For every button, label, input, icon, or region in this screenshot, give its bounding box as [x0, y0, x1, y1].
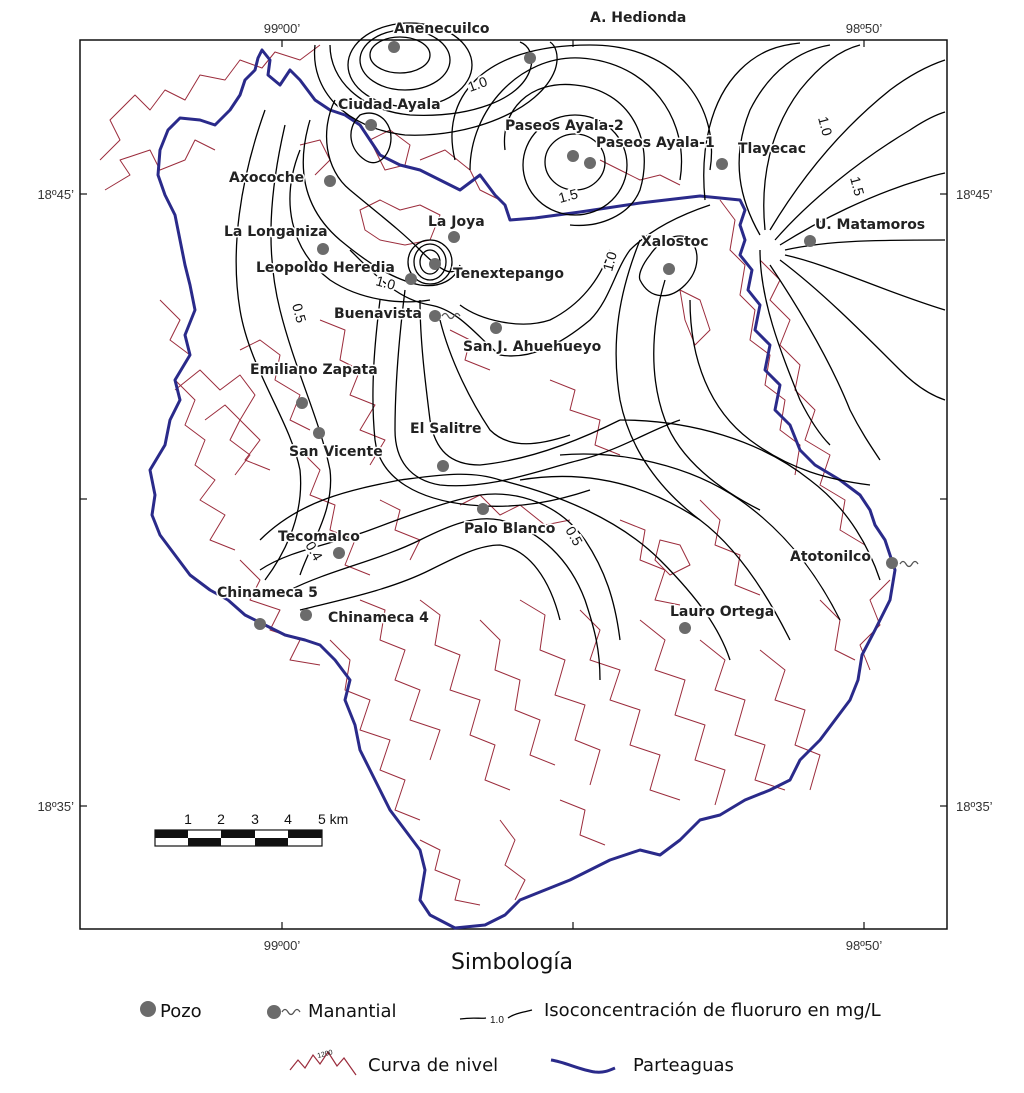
well-label: San Vicente [289, 444, 383, 460]
legend-manantial-label: Manantial [308, 1001, 397, 1022]
legend-parteaguas-label: Parteaguas [633, 1055, 734, 1076]
scale-tick-label: 3 [251, 811, 259, 827]
well-marker [448, 231, 460, 243]
well-marker [388, 41, 400, 53]
legend-iso-sample-label: 1.0 [490, 1015, 504, 1026]
well-marker [716, 158, 728, 170]
well-marker [477, 503, 489, 515]
well-marker [333, 547, 345, 559]
well-label: Ciudad Ayala [338, 97, 441, 113]
coord-bottom-left: 99º00’ [263, 938, 301, 953]
legend-pozo-label: Pozo [160, 1001, 202, 1022]
iso-label: 1.5 [556, 185, 580, 206]
well-label: Palo Blanco [464, 521, 556, 537]
well-label: Emiliano Zapata [250, 362, 378, 378]
scale-bar [155, 811, 348, 846]
well-label: Anenecuilco [394, 21, 490, 37]
well-label: Leopoldo Heredia [256, 260, 395, 276]
legend-curve-sample-label: 1200 [316, 1049, 334, 1060]
scale-tick-label: 2 [217, 811, 225, 827]
well-label: San J. Ahuehueyo [463, 339, 602, 355]
well-marker [300, 609, 312, 621]
legend-spring-icon [267, 1005, 281, 1019]
coord-top-right: 98º50’ [845, 21, 883, 36]
well-label: Atotonilco [790, 549, 871, 565]
well-marker [313, 427, 325, 439]
map-frame [80, 40, 947, 929]
well-label: La Joya [428, 214, 485, 230]
spring-squiggle-icon [282, 1010, 300, 1015]
legend-title: Simbología [450, 950, 574, 975]
iso-label: 0.5 [289, 301, 310, 325]
well-label: Tenextepango [453, 266, 564, 282]
well-label: Xalostoc [641, 234, 709, 250]
legend-well-icon [140, 1001, 156, 1017]
frame-ticks [80, 40, 947, 929]
well-label: Chinameca 5 [217, 585, 318, 601]
well-marker [317, 243, 329, 255]
well-marker [804, 235, 816, 247]
well-label: La Longaniza [224, 224, 328, 240]
well-label: Axocoche [229, 170, 305, 186]
well-label: Paseos Ayala-1 [596, 135, 715, 151]
topographic-contours [100, 45, 890, 905]
iso-label: 1.0 [465, 73, 490, 95]
well-marker [405, 273, 417, 285]
well-label: Lauro Ortega [670, 604, 775, 620]
iso-label: 1.0 [815, 114, 836, 138]
well-marker [663, 263, 675, 275]
well-marker [429, 258, 441, 270]
coord-left-lower: 18º35’ [37, 799, 74, 814]
well-label: El Salitre [410, 421, 482, 437]
iso-label: 0.5 [562, 523, 586, 549]
well-label: U. Matamoros [815, 217, 926, 233]
legend-curva-label: Curva de nivel [368, 1055, 499, 1076]
coord-bottom-right: 98º50’ [845, 938, 883, 953]
iso-label: 1.0 [374, 272, 398, 293]
coord-left-upper: 18º45’ [37, 187, 74, 202]
well-label: Buenavista [334, 306, 422, 322]
well-marker [567, 150, 579, 162]
iso-label: 0.4 [302, 538, 326, 564]
legend-iso-line [508, 1010, 532, 1018]
scale-tick-label: 4 [284, 811, 292, 827]
well-marker [437, 460, 449, 472]
well-marker [365, 119, 377, 131]
legend-divide-icon [551, 1060, 615, 1072]
well-marker [324, 175, 336, 187]
well-label: Tecomalco [278, 529, 360, 545]
well-label: Chinameca 4 [328, 610, 429, 626]
well-label: Paseos Ayala-2 [505, 118, 624, 134]
coord-right-lower: 18º35’ [956, 799, 993, 814]
well-marker [679, 622, 691, 634]
coord-right-upper: 18º45’ [956, 187, 993, 202]
well-marker [490, 322, 502, 334]
well-label: Tlayecac [738, 141, 807, 157]
well-marker [886, 557, 898, 569]
legend-iso-label: Isoconcentración de fluoruro en mg/L [544, 1000, 881, 1021]
well-marker [429, 310, 441, 322]
iso-label: 1.0 [599, 249, 620, 273]
well-marker [524, 52, 536, 64]
scale-tick-label: 1 [184, 811, 192, 827]
well-label: A. Hedionda [590, 10, 687, 26]
iso-label: 1.5 [847, 174, 868, 198]
coord-top-left: 99º00’ [263, 21, 301, 36]
well-marker [254, 618, 266, 630]
well-marker [584, 157, 596, 169]
legend-iso-line [460, 1018, 486, 1019]
scale-end-label: 5 km [318, 811, 349, 827]
well-marker [296, 397, 308, 409]
